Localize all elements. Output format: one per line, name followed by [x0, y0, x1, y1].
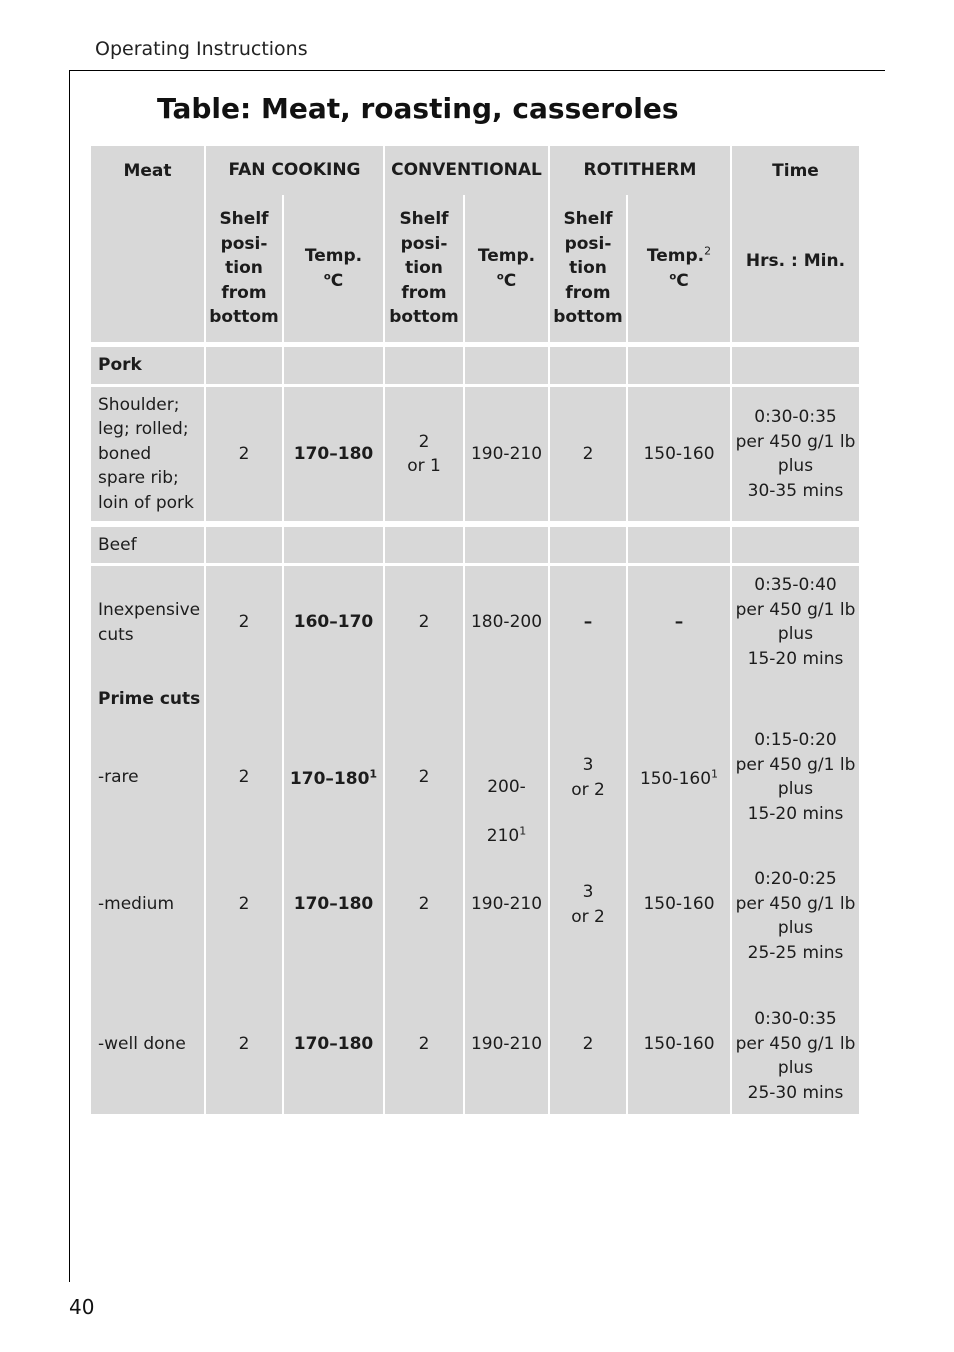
empty-cell: [550, 527, 626, 563]
empty-cell: [206, 527, 282, 563]
table-cell: 150-160: [628, 387, 730, 521]
section-prime-cuts: Prime cuts: [98, 689, 201, 709]
empty-cell: [732, 347, 859, 384]
table-row-well-done-meat: -well done: [98, 1034, 186, 1054]
table-cell: 0:30-0:35 per 450 g/1 lb plus 25-30 mins: [735, 1009, 856, 1103]
table-cell: 150-160: [643, 1034, 715, 1054]
table-cell: 2: [550, 387, 626, 521]
table-cell: 0:30-0:35 per 450 g/1 lb plus 30-35 mins: [732, 387, 859, 521]
table-cell: 170–180: [284, 387, 383, 521]
running-header: Operating Instructions: [95, 38, 308, 60]
table-cell: 2: [418, 1034, 430, 1054]
table-cell: 170–180: [293, 894, 374, 914]
header-fan-cooking: FAN COOKING: [206, 146, 383, 195]
page-number: 40: [69, 1295, 95, 1319]
table-cell: 190-210: [465, 387, 548, 521]
table-cell: 160–170: [293, 612, 374, 632]
empty-cell: [628, 527, 730, 563]
empty-cell: [732, 527, 859, 563]
empty-cell: [385, 347, 463, 384]
table-cell: 180-200: [470, 612, 543, 632]
table-cell: –: [583, 612, 593, 632]
table-cell: 2: [238, 1034, 250, 1054]
page-title: Table: Meat, roasting, casseroles: [157, 92, 679, 125]
table-cell: 0:15-0:20 per 450 g/1 lb plus 15-20 mins: [735, 730, 856, 824]
table-cell: $170-180^1$: [289, 767, 378, 789]
empty-cell: [284, 347, 383, 384]
table-cell: 2: [238, 612, 250, 632]
table-cell: 0:20-0:25 per 450 g/1 lb plus 25-25 mins: [735, 869, 856, 963]
time-unit-header: Hrs. : Min.: [745, 250, 846, 271]
empty-cell: [385, 527, 463, 563]
conv-temp-header: Temp. $^o$C: [465, 195, 548, 342]
table-row-rare-meat: -rare: [98, 767, 139, 787]
table-cell: 3 or 2: [571, 882, 605, 927]
table-cell: 2 or 1: [385, 387, 463, 521]
empty-cell: [628, 347, 730, 384]
table-cell: $150-160^1$: [639, 767, 719, 789]
table-row-medium-meat: -medium: [98, 894, 175, 914]
header-conventional: CONVENTIONAL: [385, 146, 548, 195]
empty-cell: [550, 347, 626, 384]
table-cell: 150-160: [643, 894, 715, 914]
table-cell: 190-210: [470, 1034, 543, 1054]
empty-cell: [206, 347, 282, 384]
table-row-pork-meat: Shoulder; leg; rolled; boned spare rib; loin of pork: [91, 387, 204, 521]
table-cell: 2: [238, 767, 250, 787]
table-cell: 190-210: [470, 894, 543, 914]
table-cell: 2: [582, 1034, 594, 1054]
header-time: Time: [732, 146, 859, 342]
roasting-table: [90, 146, 860, 1114]
conv-shelf-header: Shelf posi- tion from bottom: [385, 195, 463, 342]
table-cell: 2: [418, 894, 430, 914]
table-cell: 0:35-0:40 per 450 g/1 lb plus 15-20 mins: [735, 575, 856, 669]
margin-rule: [69, 70, 70, 1282]
table-cell: 2: [238, 894, 250, 914]
empty-cell: [465, 527, 548, 563]
section-beef: Beef: [91, 527, 204, 563]
table-cell: 3 or 2: [571, 755, 605, 800]
empty-cell: [284, 527, 383, 563]
section-pork: Pork: [91, 347, 204, 384]
header-rule: [69, 70, 885, 71]
header-rotitherm: ROTITHERM: [550, 146, 730, 195]
table-cell: –: [674, 612, 684, 632]
table-cell: 200- $210^1$: [486, 776, 527, 846]
header-meat: Meat: [91, 146, 204, 342]
table-cell: 2: [418, 767, 430, 787]
table-row-inexpensive-meat: Inexpensive cuts: [98, 600, 201, 645]
empty-cell: [465, 347, 548, 384]
table-cell: 2: [418, 612, 430, 632]
table-cell: 170–180: [293, 1034, 374, 1054]
roti-temp-header: Temp.$^2$ $^o$C: [628, 195, 730, 342]
fan-temp-header: Temp. $^o$C: [284, 195, 383, 342]
table-cell: 2: [206, 387, 282, 521]
roti-shelf-header: Shelf posi- tion from bottom: [550, 195, 626, 342]
fan-shelf-header: Shelf posi- tion from bottom: [206, 195, 282, 342]
